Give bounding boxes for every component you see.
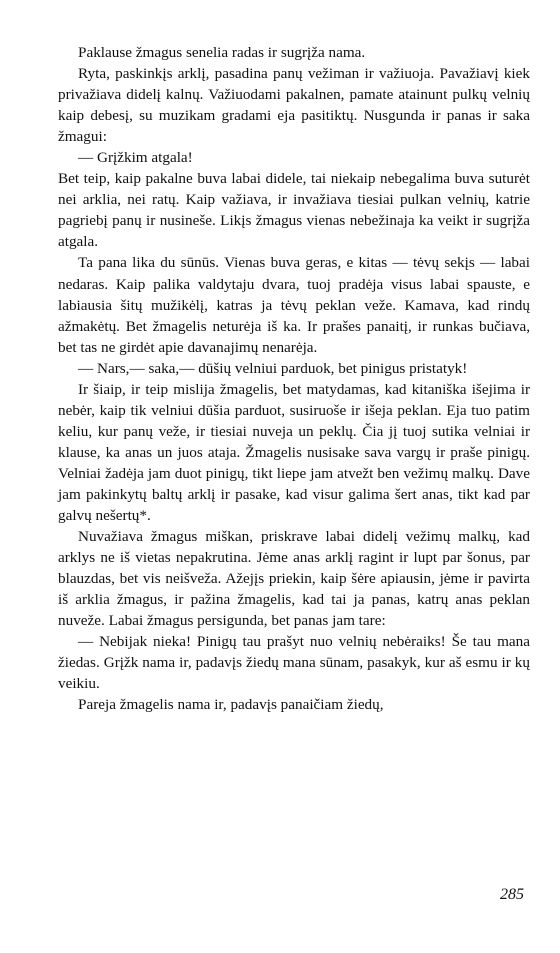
- page-text: [58, 42, 530, 716]
- paragraph: Ryta, paskinkįs arklį, pasadina panų vežiman ir važiuoja. Pavažiavį kiek privažiava didelį kalnų. Važiuodami pakalnen, pamate atainunt pulkų velnių kaip debesį, su muzikam gradami eja pasitiktų. Nusgunda ir panas ir saka žmagui:: [58, 65, 530, 146]
- paragraph: Bet teip, kaip pakalne buva labai didele, tai niekaip nebegalima buva suturėt nei arklia, nei ratų. Kaip važiava, ir invažiava tiesiai pulkan velnių, katrie pagriebį panų ir nusineše. Likįs žmagus vienas nebežinaja ka veikt ir sugrįža atgala.: [58, 170, 530, 251]
- paragraph: — Nebijak nieka! Pinigų tau prašyt nuo velnių nebėraiks! Še tau mana žiedas. Grįžk nama ir, padavįs žiedų mana sūnam, pasakyk, kur aš esmu ir kų veikiu.: [58, 633, 530, 693]
- paragraph: Pareja žmagelis nama ir, padavįs panaičiam žiedų,: [78, 696, 384, 714]
- paragraph: Ir šiaip, ir teip mislija žmagelis, bet matydamas, kad kitaniška išejima ir nebėr, kaip tik velniui dūšia parduot, susiruoše ir išeja peklan. Eja tuo patim keliu, kur panų veže, ir tiesiai nuveja un peklų. Čia jį tuoj sutika velniai ir klause, ka anas un juos ataja. Žmagelis nusisake sava vargų ir praše pinigų. Velniai žadėja jam duot pinigų, tikt liepe jam atvežt ben vežimų malkų. Dave jam pakinkytų baltų arklį ir pasake, kad visur galima šert anas, tikt kad par galvų nešertų*.: [58, 380, 530, 525]
- paragraph: — Nars,— saka,— dūšių velniui parduok, bet pinigus pristatyk!: [78, 359, 468, 377]
- page-number: 285: [500, 886, 524, 903]
- paragraph: Paklause žmagus senelia radas ir sugrįža nama.: [78, 44, 366, 61]
- paragraph: — Grįžkim atgala!: [78, 149, 193, 167]
- paragraph: Ta pana lika du sūnūs. Vienas buva geras, e kitas — tėvų sekįs — labai nedaras. Kaip palika valdytaju dvara, tuoj pradėja visus labai spauste, e labiausia šitų mužikėlį, katras ja tėvų peklan veže. Kamava, kad rindų ažmakėtų. Bet žmagelis neturėja iš ka. Ir prašes panaitį, ir runkas bučiava, bet tas ne girdėt apie davanajimų nenarėja.: [58, 254, 530, 356]
- paragraph: Nuvažiava žmagus miškan, priskrave labai didelį vežimų malkų, kad arklys ne iš vietas nepakrutina. Jėme anas arklį ragint ir lupt par šonus, par blauzdas, bet vis neišveža. Ažejįs priekin, kaip šėre apiausin, jėme ir pavirta iš arklia žmagus, ir pažina žmagelis, kad tai ja panas, katrų anas peklan nuveže. Labai žmagus persigunda, bet panas jam tare:: [58, 528, 530, 630]
